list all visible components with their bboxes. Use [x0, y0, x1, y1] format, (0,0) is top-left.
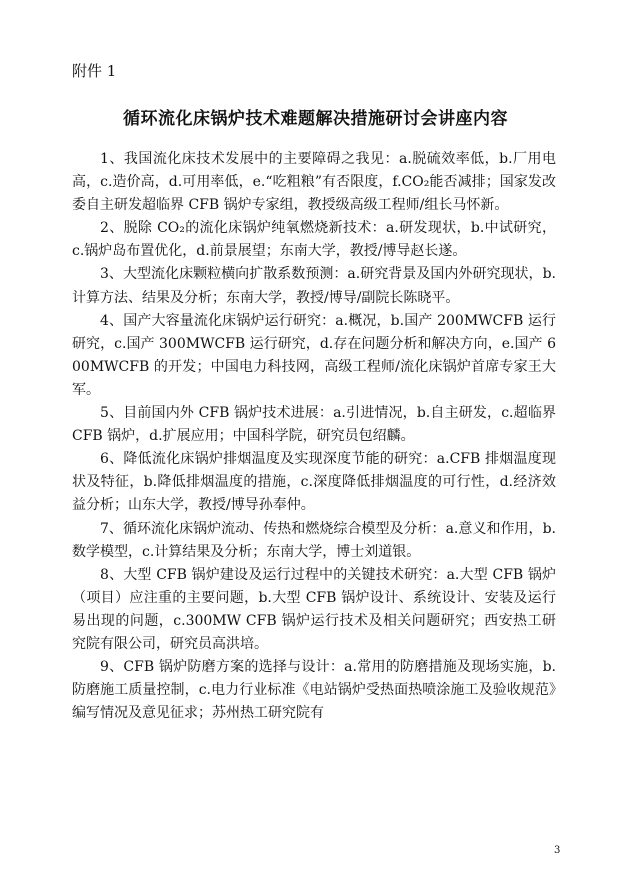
document-title: 循环流化床锅炉技术难题解决措施研讨会讲座内容 [123, 109, 508, 129]
lecture-list [72, 148, 556, 725]
list-item-6: 6、降低流化床锅炉排烟温度及实现深度节能的研究：a.CFB 排烟温度现状及特征，b.降低排烟温度的措施，c.深度降低排烟温度的可行性，d.经济效益分析；山东大学，教授/博导孙奉仲。 [72, 451, 556, 514]
list-item-5: 5、目前国内外 CFB 锅炉技术进展：a.引进情况，b.自主研发，c.超临界 CFB 锅炉，d.扩展应用；中国科学院，研究员包绍麟。 [72, 405, 556, 445]
list-item-1: 1、我国流化床技术发展中的主要障碍之我见：a.脱硫效率低，b.厂用电高，c.造价高，d.可用率低，e.“吃粗粮”有否限度，f.CO₂能否减排；国家发改委自主研发超临界 CFB 锅炉专家组，教授级高级工程师/组长马怀新。 [72, 151, 556, 214]
list-item-9: 9、CFB 锅炉防磨方案的选择与设计：a.常用的防磨措施及现场实施，b.防磨施工质量控制，c.电力行业标准《电站锅炉受热面热喷涂施工及验收规范》编写情况及意见征求；苏州热工研究院有 [72, 659, 556, 722]
page-number: 3 [554, 845, 561, 856]
attachment-label: 附件 1 [72, 62, 117, 80]
list-item-3: 3、大型流化床颗粒横向扩散系数预测：a.研究背景及国内外研究现状，b.计算方法、结果及分析；东南大学，教授/博导/副院长陈晓平。 [72, 266, 556, 306]
list-item-4: 4、国产大容量流化床锅炉运行研究：a.概况，b.国产 200MWCFB 运行研究，c.国产 300MWCFB 运行研究，d.存在问题分析和解决方向，e.国产 600MWCFB 的开发；中国电力科技网，高级工程师/流化床锅炉首席专家王大军。 [72, 312, 556, 398]
list-item-2: 2、脱除 CO₂的流化床锅炉纯氧燃烧新技术：a.研发现状，b.中试研究，c.锅炉岛布置优化，d.前景展望；东南大学，教授/博导赵长遂。 [72, 220, 556, 260]
list-item-7: 7、循环流化床锅炉流动、传热和燃烧综合模型及分析：a.意义和作用，b.数学模型，c.计算结果及分析；东南大学，博士刘道银。 [72, 520, 556, 560]
list-item-8: 8、大型 CFB 锅炉建设及运行过程中的关键技术研究：a.大型 CFB 锅炉（项目）应注重的主要问题，b.大型 CFB 锅炉设计、系统设计、安装及运行易出现的问题，c.300MW CFB 锅炉运行技术及相关问题研究；西安热工研究院有限公司，研究员高洪培。 [72, 566, 556, 652]
